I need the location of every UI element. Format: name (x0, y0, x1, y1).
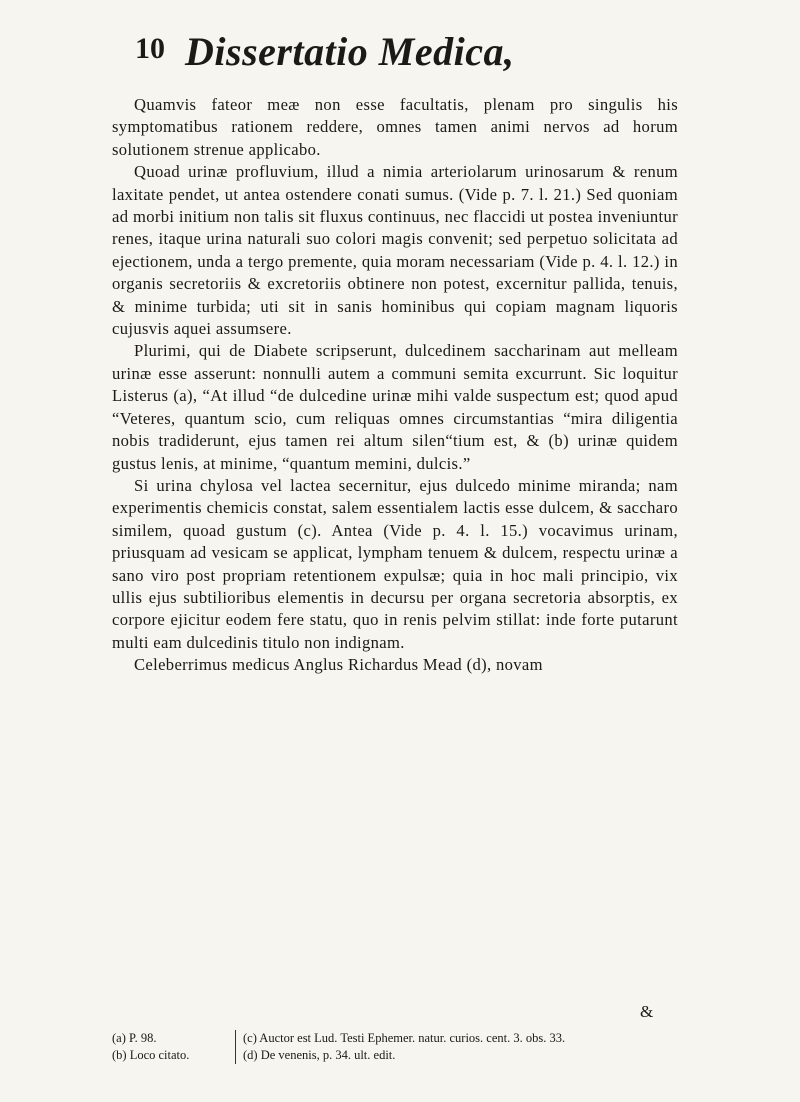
paragraph-4: Si urina chylosa vel lactea secernitur, ejus dulcedo minime miranda; nam experimentis chemicis constat, salem essentialem lactis esse dulcem, & saccharo similem, quoad gustum (c). Antea (Vide p. 4. l. 15.) vocavimus urinam, priusquam ad vesicam se applicat, lympham tenuem & dulcem, respectu urinæ a sano viro post propriam retentionem expulsæ; quia in hoc mali principio, vix ullis ejus subtilioribus elementis in decursu per organa secretoria absorptis, ex corpore ejicitur eodem fere statu, quo in renis pelvim stillat: inde forte putarunt multi eam dulcedinis titulo non indignam. (112, 475, 678, 652)
page-number: 10 (135, 32, 165, 65)
paragraph-2: Quoad urinæ profluvium, illud a nimia arteriolarum urinosarum & renum laxitate pendet, ut antea ostendere conati sumus. (Vide p. 7. l. 21.) Sed quoniam ad morbi initium non talis sit fluxus continuus, nec flaccidi ut postea inveniuntur renes, itaque urina naturali suo colori magis convenit; sed perpetuo solicitata ad ejectionem, unda a tergo premente, quia moram necessariam (Vide p. 4. l. 12.) in organis secretoriis & excretoriis obtinere non potest, excernitur pallida, tenuis, & minime turbida; uti sit in sanis hominibus qui copiam magnam liquoris cujusvis aquei assumsere. (112, 162, 678, 339)
paragraph-1: Quamvis fateor meæ non esse facultatis, plenam pro singulis his symptomatibus rationem reddere, omnes tamen animi nervos ad horum solutionem strenue applicabo. (112, 95, 678, 159)
footnotes-right-column (235, 1030, 693, 1064)
paragraph-3: Plurimi, qui de Diabete scripserunt, dulcedinem saccharinam aut melleam urinæ esse asserunt: nonnulli autem a communi semita excurrunt. Sic loquitur Listerus (a), “At illud “de dulcedine urinæ mihi valde suspectum est; quod apud “Veteres, quantum scio, cum reliquas omnes circumstantias “mira diligentia nobis tradiderunt, ejus tamen rei altum silen“tium est, & (b) urinæ quidem gustus lenis, at minime, “quantum memini, dulcis.” (112, 341, 678, 473)
footnote-d: (d) De venenis, p. 34. ult. edit. (243, 1048, 396, 1062)
page-header (135, 28, 675, 78)
catchword: & (640, 1002, 654, 1021)
running-title: Dissertatio Medica, (185, 29, 515, 74)
footnote-a: (a) P. 98. (112, 1031, 157, 1045)
footnotes-left-column (112, 1030, 217, 1064)
footnote-c: (c) Auctor est Lud. Testi Ephemer. natur. curios. cent. 3. obs. 33. (243, 1031, 566, 1045)
footnote-b: (b) Loco citato. (112, 1048, 190, 1062)
body-text (112, 94, 678, 677)
paragraph-5: Celeberrimus medicus Anglus Richardus Mead (d), novam (134, 655, 543, 675)
